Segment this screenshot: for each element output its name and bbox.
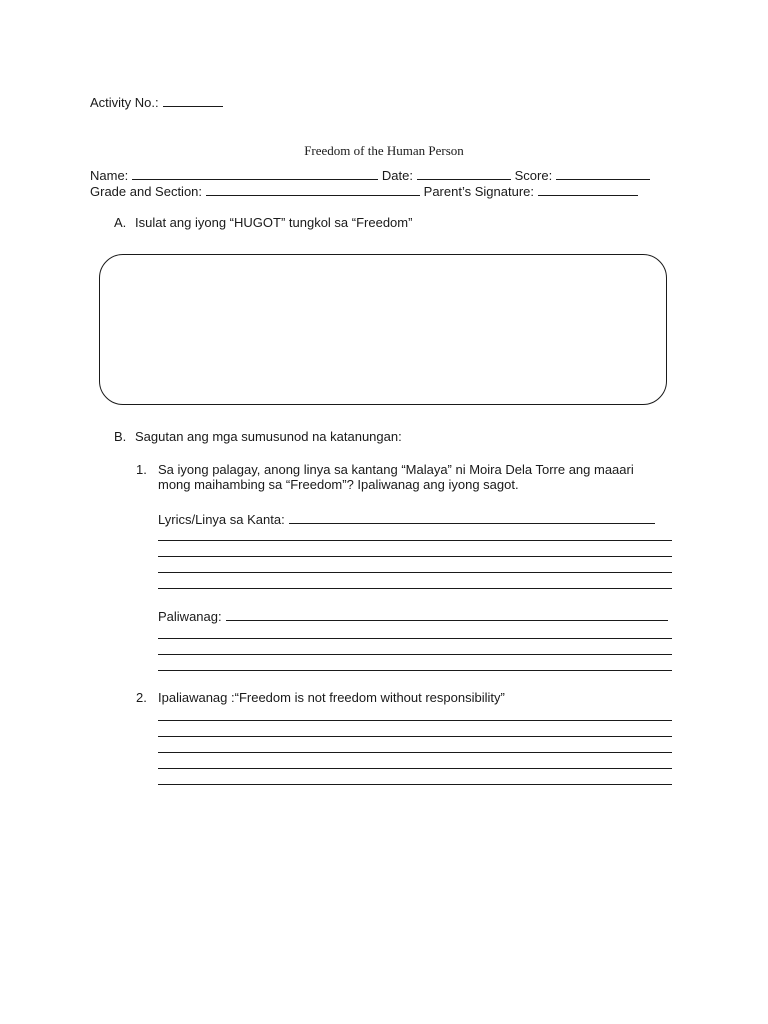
question-1-text-line-2: mong maihambing sa “Freedom”? Ipaliwanag ang iyong sagot.	[158, 477, 519, 492]
question-1-text-line-1: Sa iyong palagay, anong linya sa kantang “Malaya” ni Moira Dela Torre ang maaari	[158, 462, 634, 477]
lyrics-label: Lyrics/Linya sa Kanta:	[158, 512, 285, 527]
question-2-answer-line[interactable]	[158, 736, 672, 737]
name-date-score-row	[90, 167, 650, 183]
section-a-instruction: Isulat ang iyong “HUGOT” tungkol sa “Freedom”	[135, 215, 413, 230]
lyrics-field	[158, 511, 655, 527]
lyrics-answer-line[interactable]	[158, 572, 672, 573]
parent-signature-blank[interactable]	[538, 183, 638, 196]
worksheet-title: Freedom of the Human Person	[304, 143, 464, 158]
parent-signature-label: Parent’s Signature:	[423, 184, 534, 199]
score-blank[interactable]	[556, 167, 650, 180]
question-2-answer-line[interactable]	[158, 768, 672, 769]
activity-number-label: Activity No.:	[90, 95, 159, 110]
name-label: Name:	[90, 168, 129, 183]
question-2-number: 2.	[136, 690, 147, 705]
name-blank[interactable]	[132, 167, 378, 180]
explanation-answer-line[interactable]	[158, 654, 672, 655]
section-b-instruction: Sagutan ang mga sumusunod na katanungan:	[135, 429, 402, 444]
section-b-marker: B.	[114, 429, 127, 444]
explanation-answer-line[interactable]	[158, 638, 672, 639]
lyrics-answer-line[interactable]	[158, 588, 672, 589]
section-a-marker: A.	[114, 215, 127, 230]
question-2-answer-line[interactable]	[158, 720, 672, 721]
question-1-number: 1.	[136, 462, 147, 477]
lyrics-answer-line[interactable]	[158, 556, 672, 557]
explanation-label: Paliwanag:	[158, 609, 222, 624]
explanation-answer-line[interactable]	[158, 670, 672, 671]
lyrics-answer-line[interactable]	[158, 540, 672, 541]
hugot-answer-box[interactable]	[99, 254, 667, 405]
explanation-field	[158, 608, 668, 624]
activity-number-field	[90, 94, 223, 110]
explanation-blank[interactable]	[226, 608, 668, 621]
grade-section-blank[interactable]	[206, 183, 420, 196]
grade-signature-row	[90, 183, 638, 199]
grade-section-label: Grade and Section:	[90, 184, 203, 199]
question-2-text: Ipaliawanag :“Freedom is not freedom without responsibility”	[158, 690, 505, 705]
score-label: Score:	[514, 168, 553, 183]
question-2-answer-line[interactable]	[158, 784, 672, 785]
activity-number-blank[interactable]	[163, 94, 223, 107]
date-label: Date:	[381, 168, 413, 183]
lyrics-blank[interactable]	[289, 511, 655, 524]
date-blank[interactable]	[417, 167, 511, 180]
question-2-answer-line[interactable]	[158, 752, 672, 753]
